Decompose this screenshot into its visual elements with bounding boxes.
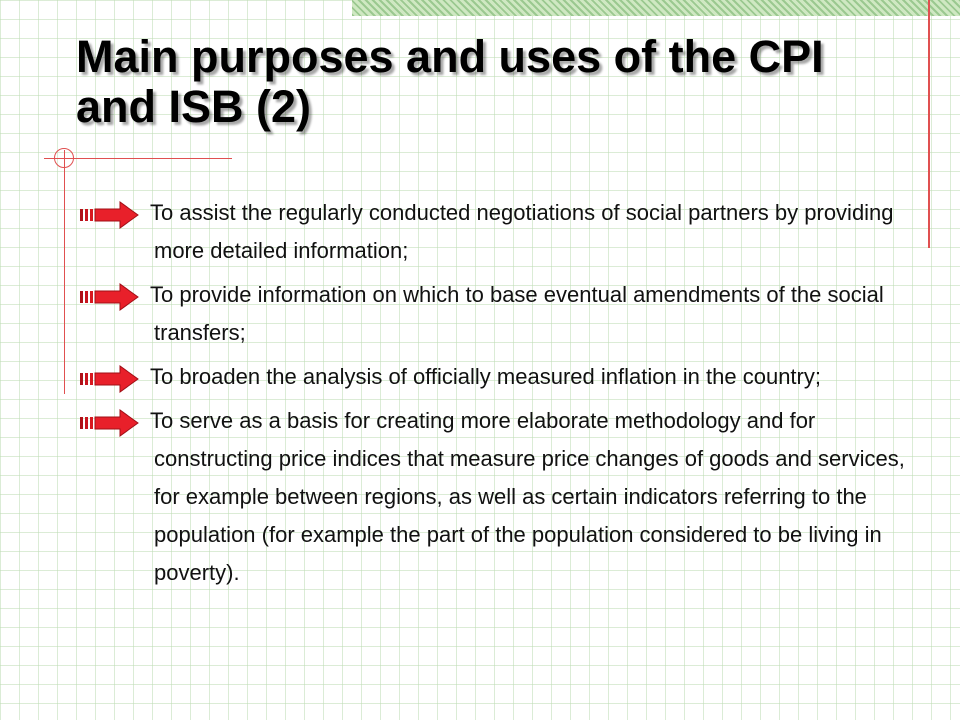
bullet-text: To serve as a basis for creating more elaborate methodology and for constructing price indices that measure price changes of goods and services, for example between regions, as well as certain indicators referring to the population (for example the part of the population considered to be living in poverty). <box>150 408 905 585</box>
decorative-red-line-left <box>64 150 65 394</box>
top-decorative-band <box>352 0 960 16</box>
red-arrow-icon <box>78 364 140 394</box>
bullet-list <box>78 194 918 598</box>
bullet-item <box>78 194 918 270</box>
bullet-text: To assist the regularly conducted negotiations of social partners by providing more detailed information; <box>150 200 894 263</box>
bullet-item <box>78 402 918 592</box>
bullet-item <box>78 358 918 396</box>
bullet-text: To broaden the analysis of officially measured inflation in the country; <box>150 364 821 389</box>
bullet-item <box>78 276 918 352</box>
decorative-red-line-vertical <box>928 0 930 248</box>
bullet-text: To provide information on which to base eventual amendments of the social transfers; <box>150 282 884 345</box>
red-arrow-icon <box>78 282 140 312</box>
red-arrow-icon <box>78 408 140 438</box>
red-arrow-icon <box>78 200 140 230</box>
decorative-crosshair-circle <box>54 148 74 168</box>
slide-title: Main purposes and uses of the CPI and ISB (2) <box>76 31 824 132</box>
